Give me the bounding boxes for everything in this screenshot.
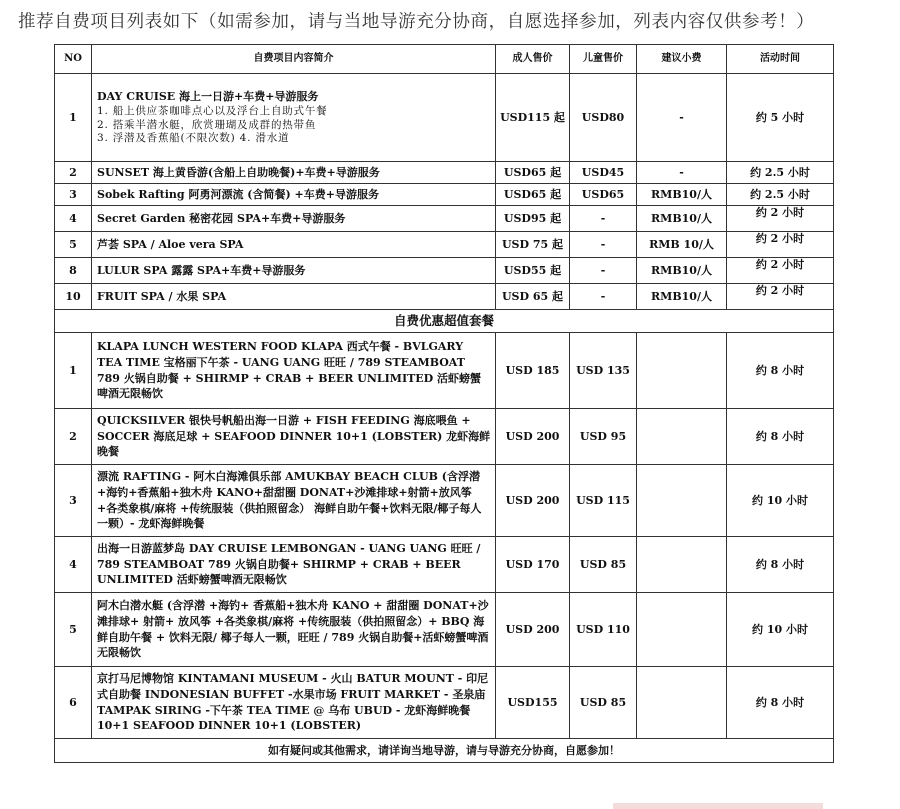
- row-tip: [637, 667, 727, 739]
- row-duration: 约 2 小时: [755, 205, 805, 219]
- section-title-row: [55, 310, 834, 333]
- row-description: 漂流 RAFTING - 阿木白海滩俱乐部 AMUKBAY BEACH CLUB (含浮潜+海钓+香蕉船+独木舟 KANO+甜甜圈 DONAT+沙滩排球+射箭+放风筝+各类象棋/麻将 +传统服装（供拍照留念） 海鲜自助午餐+饮料无限/椰子每人一颗）- 龙虾海鲜晚餐: [92, 465, 496, 537]
- row-duration: 约 5 小时: [727, 74, 834, 162]
- row-no: 1: [55, 333, 92, 409]
- row-duration: 约 2 小时: [755, 257, 805, 271]
- row-title: SUNSET 海上黄昏游(含船上自助晚餐)+车费+导游服务: [92, 162, 496, 184]
- row-child-price: USD 110: [570, 593, 637, 667]
- page-heading: 推荐自费项目列表如下（如需参加，请与当地导游充分协商，自愿选择参加，列表内容仅供参考！）: [18, 12, 815, 32]
- row-no: 2: [55, 409, 92, 465]
- row-tip: [637, 465, 727, 537]
- package-row: [55, 593, 834, 667]
- row-no: 1: [55, 74, 92, 162]
- row-no: 2: [55, 162, 92, 184]
- row-duration: 约 10 小时: [727, 465, 834, 537]
- row-no: 3: [55, 465, 92, 537]
- row-child-price: USD 85: [570, 537, 637, 593]
- row-tip: -: [637, 162, 727, 184]
- table-row: [55, 206, 834, 232]
- package-row: [55, 409, 834, 465]
- footer-row: [55, 739, 834, 763]
- row-description: 京打马尼博物馆 KINTAMANI MUSEUM - 火山 BATUR MOUNT - 印尼式自助餐 INDONESIAN BUFFET -水果市场 FRUIT MARKET - 圣泉庙 TAMPAK SIRING -下午茶 TEA TIME @ 乌布 UBUD - 龙虾海鲜晚餐 10+1 SEAFOOD DINNER 10+1 (LOBSTER): [92, 667, 496, 739]
- row-detail: 1. 船上供应茶咖啡点心以及浮台上自助式午餐: [97, 105, 328, 117]
- header-no: NO: [55, 45, 92, 74]
- row-no: 6: [55, 667, 92, 739]
- row-description: QUICKSILVER 银快号帆船出海一日游 + FISH FEEDING 海底喂鱼 + SOCCER 海底足球 + SEAFOOD DINNER 10+1 (LOBSTER) 龙虾海鲜晚餐: [92, 409, 496, 465]
- row-tip: [637, 537, 727, 593]
- row-description: 出海一日游蓝梦岛 DAY CRUISE LEMBONGAN - UANG UANG 旺旺 / 789 STEAMBOAT 789 火锅自助餐+ SHIRMP + CRAB + BEER UNLIMITED 活虾螃蟹啤酒无限畅饮: [92, 537, 496, 593]
- row-adult-price: USD65 起: [496, 162, 570, 184]
- row-adult-price: USD115 起: [496, 74, 570, 162]
- row-adult-price: USD 200: [496, 593, 570, 667]
- package-row: [55, 537, 834, 593]
- row-adult-price: USD 185: [496, 333, 570, 409]
- row-detail: 3. 浮潜及香蕉船(不限次数) 4. 滑水道: [97, 132, 290, 145]
- row-child-price: USD 85: [570, 667, 637, 739]
- row-duration: 约 2.5 小时: [727, 162, 834, 184]
- row-child-price: -: [570, 258, 637, 284]
- row-adult-price: USD95 起: [496, 206, 570, 232]
- row-tip: [637, 333, 727, 409]
- row-no: 3: [55, 184, 92, 206]
- table-row: [55, 162, 834, 184]
- row-child-price: USD 135: [570, 333, 637, 409]
- row-title: 芦荟 SPA / Aloe vera SPA: [92, 232, 496, 258]
- table-row: [55, 74, 834, 162]
- row-adult-price: USD155: [496, 667, 570, 739]
- header-duration: 活动时间: [727, 45, 834, 74]
- header-description: 自费项目内容简介: [92, 45, 496, 74]
- row-duration: 约 2.5 小时: [727, 184, 834, 206]
- row-description: KLAPA LUNCH WESTERN FOOD KLAPA 西式午餐 - BVLGARY TEA TIME 宝格丽下午茶 - UANG UANG 旺旺 / 789 STEAMBOAT 789 火锅自助餐 + SHIRMP + CRAB + BEER UNLIMITED 活虾螃蟹啤酒无限畅饮: [92, 333, 496, 409]
- row-duration: 约 10 小时: [727, 593, 834, 667]
- row-title: DAY CRUISE 海上一日游+车费+导游服务: [97, 90, 319, 104]
- row-child-price: USD45: [570, 162, 637, 184]
- row-duration-cell: [727, 284, 834, 310]
- row-child-price: -: [570, 206, 637, 232]
- row-no: 10: [55, 284, 92, 310]
- section-title: 自费优惠超值套餐: [55, 310, 834, 333]
- package-row: [55, 465, 834, 537]
- row-tip: [637, 409, 727, 465]
- header-adult-price: 成人售价: [496, 45, 570, 74]
- optional-tours-table: [54, 44, 834, 763]
- row-tip: RMB10/人: [637, 184, 727, 206]
- row-adult-price: USD55 起: [496, 258, 570, 284]
- row-description: [92, 74, 496, 162]
- row-no: 5: [55, 593, 92, 667]
- row-adult-price: USD65 起: [496, 184, 570, 206]
- row-description: 阿木白潜水艇 (含浮潜 +海钓+ 香蕉船+独木舟 KANO + 甜甜圈 DONAT+沙滩排球+ 射箭+ 放风筝 +各类象棋/麻将 +传统服装（供拍照留念）+ BBQ 海鲜自助午餐 + 饮料无限/ 椰子每人一颗，旺旺 / 789 火锅自助餐+活虾螃蟹啤酒无限畅饮: [92, 593, 496, 667]
- decorative-bar: [613, 803, 823, 809]
- table-row: [55, 184, 834, 206]
- row-duration-cell: [727, 206, 834, 232]
- row-duration-cell: [727, 232, 834, 258]
- header-tip: 建议小费: [637, 45, 727, 74]
- row-title: Sobek Rafting 阿勇河漂流 (含简餐) +车费+导游服务: [92, 184, 496, 206]
- table-row: [55, 232, 834, 258]
- row-title: LULUR SPA 露露 SPA+车费+导游服务: [92, 258, 496, 284]
- row-tip: RMB10/人: [637, 206, 727, 232]
- row-no: 5: [55, 232, 92, 258]
- row-adult-price: USD 65 起: [496, 284, 570, 310]
- row-child-price: USD80: [570, 74, 637, 162]
- table-row: [55, 258, 834, 284]
- row-adult-price: USD 200: [496, 465, 570, 537]
- row-adult-price: USD 75 起: [496, 232, 570, 258]
- row-title: FRUIT SPA / 水果 SPA: [92, 284, 496, 310]
- row-child-price: USD65: [570, 184, 637, 206]
- package-row: [55, 667, 834, 739]
- row-tip: RMB10/人: [637, 258, 727, 284]
- row-title: Secret Garden 秘密花园 SPA+车费+导游服务: [92, 206, 496, 232]
- row-duration: 约 8 小时: [727, 333, 834, 409]
- row-child-price: USD 115: [570, 465, 637, 537]
- row-adult-price: USD 170: [496, 537, 570, 593]
- row-child-price: USD 95: [570, 409, 637, 465]
- header-child-price: 儿童售价: [570, 45, 637, 74]
- row-tip: RMB10/人: [637, 284, 727, 310]
- row-child-price: -: [570, 232, 637, 258]
- row-no: 8: [55, 258, 92, 284]
- row-no: 4: [55, 206, 92, 232]
- row-child-price: -: [570, 284, 637, 310]
- table-header-row: [55, 45, 834, 74]
- row-duration: 约 8 小时: [727, 537, 834, 593]
- row-tip: [637, 593, 727, 667]
- package-row: [55, 333, 834, 409]
- row-duration: 约 8 小时: [727, 667, 834, 739]
- footer-note: 如有疑问或其他需求，请详询当地导游，请与导游充分协商，自愿参加！: [55, 739, 834, 763]
- row-detail: 2. 搭乘半潜水艇，欣赏珊瑚及成群的热带鱼: [97, 118, 317, 131]
- table-row: [55, 284, 834, 310]
- row-tip: -: [637, 74, 727, 162]
- row-duration: 约 2 小时: [755, 283, 805, 297]
- row-duration-cell: [727, 258, 834, 284]
- row-no: 4: [55, 537, 92, 593]
- row-tip: RMB 10/人: [637, 232, 727, 258]
- row-duration: 约 8 小时: [727, 409, 834, 465]
- row-adult-price: USD 200: [496, 409, 570, 465]
- row-duration: 约 2 小时: [755, 231, 805, 245]
